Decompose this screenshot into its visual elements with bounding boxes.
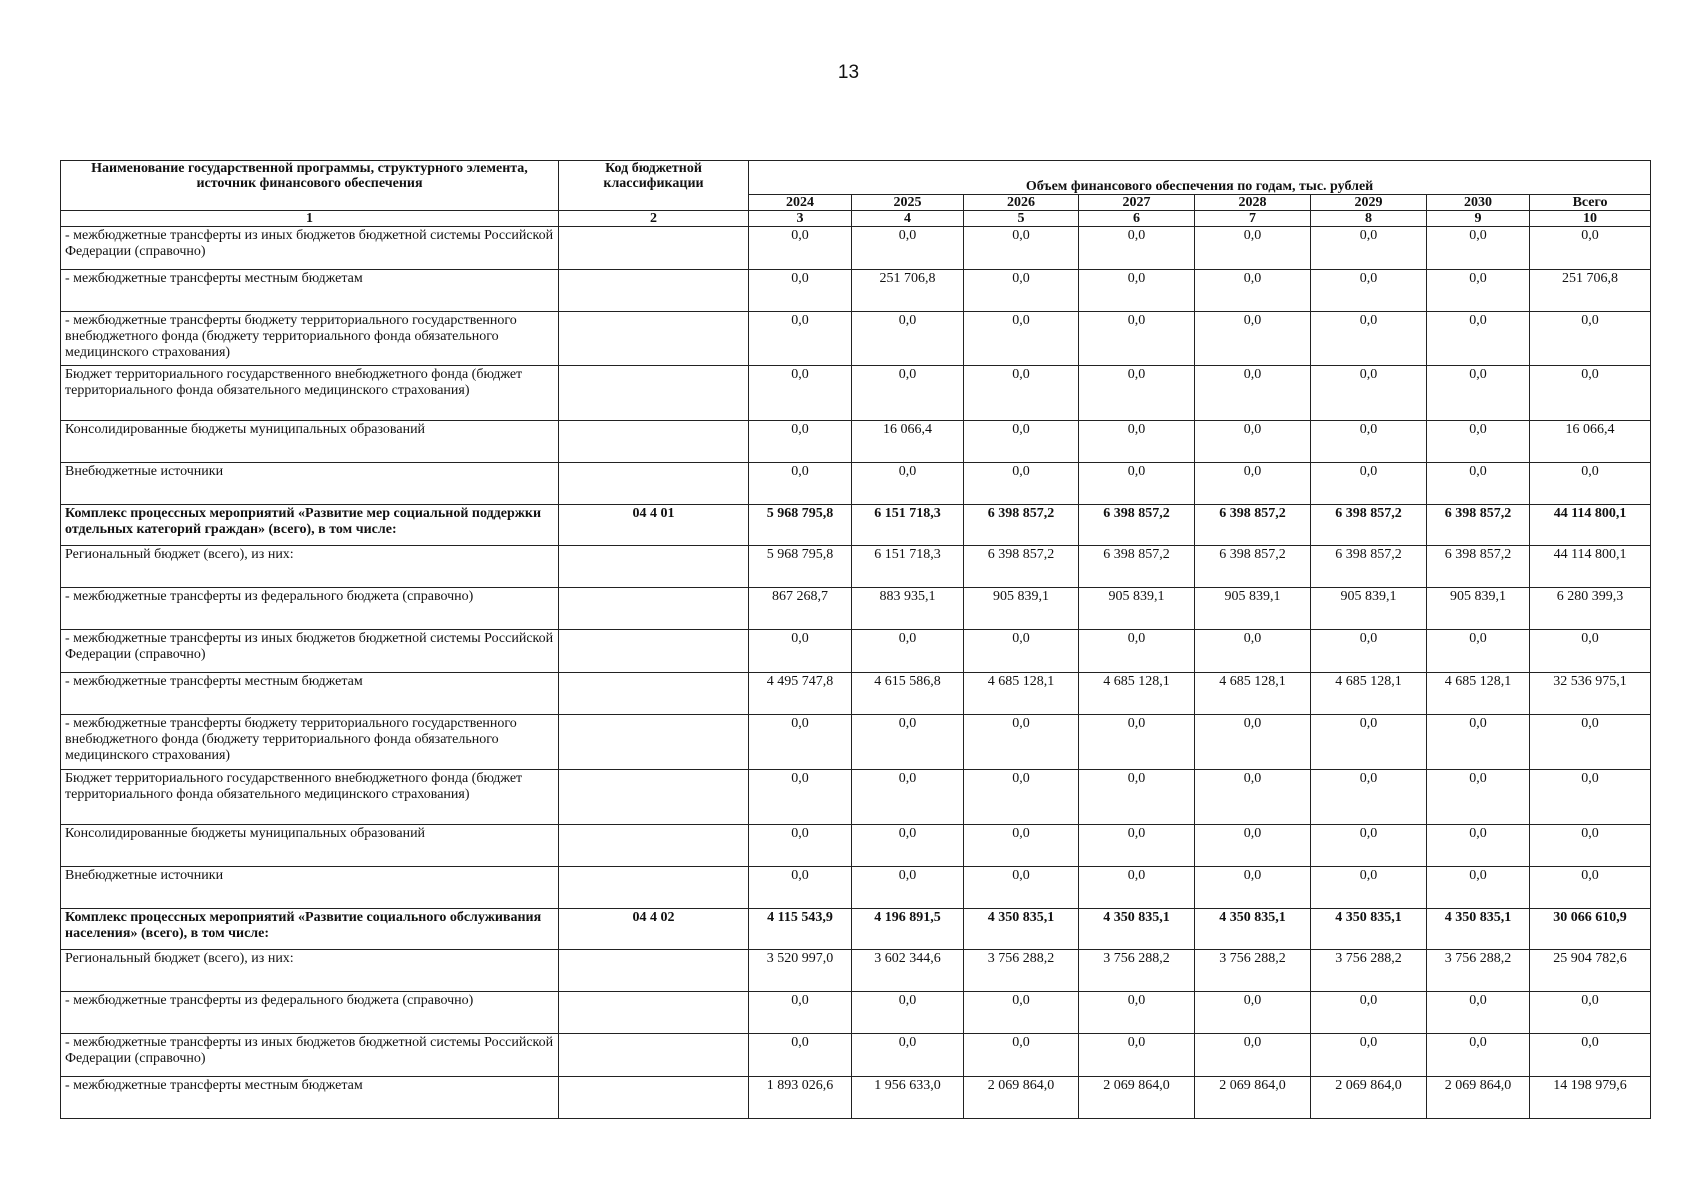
row-year-value: 0,0 xyxy=(1079,825,1195,867)
row-year-value: 0,0 xyxy=(749,715,852,770)
row-year-value: 3 756 288,2 xyxy=(1311,950,1427,992)
row-year-value: 0,0 xyxy=(852,825,964,867)
row-year-value: 0,0 xyxy=(1427,463,1530,505)
row-year-value: 0,0 xyxy=(1195,867,1311,909)
row-name: - межбюджетные трансферты из федерального бюджета (справочно) xyxy=(61,992,559,1034)
column-number: 6 xyxy=(1079,211,1195,227)
row-year-value: 0,0 xyxy=(1311,630,1427,673)
row-year-value: 0,0 xyxy=(1195,312,1311,366)
row-year-value: 0,0 xyxy=(964,1034,1079,1077)
row-name: - межбюджетные трансферты из иных бюджетов бюджетной системы Российской Федерации (справочно) xyxy=(61,227,559,270)
row-year-value: 6 398 857,2 xyxy=(1427,546,1530,588)
row-year-value: 0,0 xyxy=(1311,312,1427,366)
row-code xyxy=(559,421,749,463)
row-year-value: 2 069 864,0 xyxy=(1079,1077,1195,1119)
row-code xyxy=(559,715,749,770)
header-year: 2029 xyxy=(1311,195,1427,211)
table-body xyxy=(61,227,1651,1119)
row-year-value: 905 839,1 xyxy=(1195,588,1311,630)
financing-table xyxy=(60,160,1651,1119)
row-year-value: 6 151 718,3 xyxy=(852,505,964,546)
row-code xyxy=(559,1077,749,1119)
row-year-value: 0,0 xyxy=(1195,421,1311,463)
row-year-value: 3 602 344,6 xyxy=(852,950,964,992)
row-year-value: 4 350 835,1 xyxy=(1079,909,1195,950)
row-year-value: 4 685 128,1 xyxy=(1195,673,1311,715)
row-year-value: 0,0 xyxy=(1079,867,1195,909)
row-year-value: 3 520 997,0 xyxy=(749,950,852,992)
header-total: Всего xyxy=(1530,195,1651,211)
row-year-value: 0,0 xyxy=(749,992,852,1034)
row-total-value: 44 114 800,1 xyxy=(1530,546,1651,588)
row-year-value: 0,0 xyxy=(749,770,852,825)
row-name: - межбюджетные трансферты местным бюджетам xyxy=(61,270,559,312)
row-year-value: 0,0 xyxy=(852,715,964,770)
row-year-value: 6 398 857,2 xyxy=(1079,505,1195,546)
row-year-value: 1 956 633,0 xyxy=(852,1077,964,1119)
table-row xyxy=(61,630,1651,673)
row-name: Региональный бюджет (всего), из них: xyxy=(61,950,559,992)
row-total-value: 16 066,4 xyxy=(1530,421,1651,463)
column-number: 4 xyxy=(852,211,964,227)
row-year-value: 4 495 747,8 xyxy=(749,673,852,715)
row-year-value: 0,0 xyxy=(852,1034,964,1077)
row-year-value: 0,0 xyxy=(1427,992,1530,1034)
row-year-value: 3 756 288,2 xyxy=(1427,950,1530,992)
row-year-value: 1 893 026,6 xyxy=(749,1077,852,1119)
row-name: Комплекс процессных мероприятий «Развитие мер социальной поддержки отдельных категорий граждан» (всего), в том числе: xyxy=(61,505,559,546)
row-year-value: 0,0 xyxy=(852,770,964,825)
row-year-value: 0,0 xyxy=(1195,270,1311,312)
row-name: - межбюджетные трансферты из федерального бюджета (справочно) xyxy=(61,588,559,630)
row-year-value: 0,0 xyxy=(964,715,1079,770)
row-year-value: 0,0 xyxy=(1311,825,1427,867)
row-year-value: 905 839,1 xyxy=(1427,588,1530,630)
column-number: 9 xyxy=(1427,211,1530,227)
row-name: Региональный бюджет (всего), из них: xyxy=(61,546,559,588)
row-year-value: 905 839,1 xyxy=(1079,588,1195,630)
row-year-value: 0,0 xyxy=(749,366,852,421)
row-year-value: 0,0 xyxy=(1427,630,1530,673)
row-year-value: 0,0 xyxy=(964,825,1079,867)
row-name: - межбюджетные трансферты местным бюджетам xyxy=(61,1077,559,1119)
table-row xyxy=(61,950,1651,992)
row-year-value: 4 685 128,1 xyxy=(964,673,1079,715)
column-number: 3 xyxy=(749,211,852,227)
row-year-value: 0,0 xyxy=(749,270,852,312)
page-number: 13 xyxy=(837,62,860,83)
table-row xyxy=(61,546,1651,588)
row-name: Внебюджетные источники xyxy=(61,463,559,505)
row-year-value: 0,0 xyxy=(1427,270,1530,312)
row-year-value: 0,0 xyxy=(1311,1034,1427,1077)
row-year-value: 0,0 xyxy=(1311,715,1427,770)
table-row xyxy=(61,588,1651,630)
row-year-value: 16 066,4 xyxy=(852,421,964,463)
header-year: 2025 xyxy=(852,195,964,211)
row-code xyxy=(559,630,749,673)
row-year-value: 4 685 128,1 xyxy=(1079,673,1195,715)
row-code xyxy=(559,270,749,312)
row-year-value: 0,0 xyxy=(1427,825,1530,867)
row-year-value: 0,0 xyxy=(852,366,964,421)
row-year-value: 4 615 586,8 xyxy=(852,673,964,715)
row-year-value: 0,0 xyxy=(1311,867,1427,909)
row-year-value: 0,0 xyxy=(1195,1034,1311,1077)
row-year-value: 6 398 857,2 xyxy=(1079,546,1195,588)
row-year-value: 0,0 xyxy=(1079,312,1195,366)
row-code xyxy=(559,312,749,366)
row-year-value: 4 115 543,9 xyxy=(749,909,852,950)
column-number: 7 xyxy=(1195,211,1311,227)
row-year-value: 905 839,1 xyxy=(964,588,1079,630)
row-year-value: 0,0 xyxy=(1079,366,1195,421)
row-year-value: 0,0 xyxy=(964,463,1079,505)
row-code xyxy=(559,825,749,867)
row-total-value: 0,0 xyxy=(1530,770,1651,825)
table-row xyxy=(61,463,1651,505)
row-year-value: 2 069 864,0 xyxy=(1427,1077,1530,1119)
row-code xyxy=(559,770,749,825)
row-year-value: 0,0 xyxy=(964,421,1079,463)
row-year-value: 0,0 xyxy=(852,992,964,1034)
row-code xyxy=(559,463,749,505)
row-name: Бюджет территориального государственного внебюджетного фонда (бюджет территориального фонда обязательного медицинского страхования) xyxy=(61,770,559,825)
row-year-value: 0,0 xyxy=(1427,312,1530,366)
row-name: - межбюджетные трансферты бюджету территориального государственного внебюджетного фонда (бюджету территориального фонда обязательного медицинского страхования) xyxy=(61,312,559,366)
row-year-value: 0,0 xyxy=(749,463,852,505)
row-year-value: 0,0 xyxy=(749,630,852,673)
row-year-value: 3 756 288,2 xyxy=(1079,950,1195,992)
row-total-value: 0,0 xyxy=(1530,366,1651,421)
row-total-value: 0,0 xyxy=(1530,630,1651,673)
row-year-value: 5 968 795,8 xyxy=(749,505,852,546)
row-code xyxy=(559,1034,749,1077)
row-year-value: 0,0 xyxy=(749,1034,852,1077)
row-name: Комплекс процессных мероприятий «Развитие социального обслуживания населения» (всего), в том числе: xyxy=(61,909,559,950)
header-year: 2027 xyxy=(1079,195,1195,211)
row-year-value: 6 398 857,2 xyxy=(964,546,1079,588)
row-year-value: 0,0 xyxy=(1079,770,1195,825)
row-total-value: 14 198 979,6 xyxy=(1530,1077,1651,1119)
header-year: 2024 xyxy=(749,195,852,211)
row-year-value: 0,0 xyxy=(1311,227,1427,270)
row-year-value: 0,0 xyxy=(1079,1034,1195,1077)
row-year-value: 0,0 xyxy=(852,312,964,366)
row-year-value: 0,0 xyxy=(1427,421,1530,463)
row-year-value: 0,0 xyxy=(1079,715,1195,770)
row-year-value: 0,0 xyxy=(1311,463,1427,505)
row-year-value: 0,0 xyxy=(749,421,852,463)
row-year-value: 0,0 xyxy=(749,227,852,270)
table-row xyxy=(61,1077,1651,1119)
row-year-value: 0,0 xyxy=(1311,992,1427,1034)
table-row xyxy=(61,227,1651,270)
row-year-value: 0,0 xyxy=(749,867,852,909)
row-year-value: 2 069 864,0 xyxy=(1311,1077,1427,1119)
row-year-value: 0,0 xyxy=(1079,463,1195,505)
row-code xyxy=(559,673,749,715)
row-year-value: 0,0 xyxy=(1079,421,1195,463)
row-year-value: 0,0 xyxy=(964,227,1079,270)
table-row xyxy=(61,909,1651,950)
row-year-value: 0,0 xyxy=(1311,421,1427,463)
row-code xyxy=(559,992,749,1034)
row-year-value: 0,0 xyxy=(1427,770,1530,825)
row-year-value: 4 350 835,1 xyxy=(1195,909,1311,950)
table-row xyxy=(61,992,1651,1034)
row-code xyxy=(559,366,749,421)
row-total-value: 0,0 xyxy=(1530,312,1651,366)
row-name: Внебюджетные источники xyxy=(61,867,559,909)
row-year-value: 0,0 xyxy=(1195,770,1311,825)
table-row xyxy=(61,673,1651,715)
table-row xyxy=(61,770,1651,825)
row-year-value: 0,0 xyxy=(1195,825,1311,867)
row-total-value: 0,0 xyxy=(1530,463,1651,505)
row-year-value: 0,0 xyxy=(1079,270,1195,312)
row-total-value: 25 904 782,6 xyxy=(1530,950,1651,992)
row-year-value: 0,0 xyxy=(1079,227,1195,270)
row-name: - межбюджетные трансферты местным бюджетам xyxy=(61,673,559,715)
table-row xyxy=(61,1034,1651,1077)
row-year-value: 0,0 xyxy=(1079,992,1195,1034)
row-year-value: 0,0 xyxy=(1427,366,1530,421)
row-total-value: 30 066 610,9 xyxy=(1530,909,1651,950)
header-year: 2028 xyxy=(1195,195,1311,211)
row-year-value: 0,0 xyxy=(1195,366,1311,421)
column-number: 8 xyxy=(1311,211,1427,227)
row-code xyxy=(559,950,749,992)
row-year-value: 0,0 xyxy=(964,366,1079,421)
row-year-value: 4 685 128,1 xyxy=(1427,673,1530,715)
row-name: Бюджет территориального государственного внебюджетного фонда (бюджет территориального фонда обязательного медицинского страхования) xyxy=(61,366,559,421)
row-total-value: 0,0 xyxy=(1530,867,1651,909)
row-name: - межбюджетные трансферты из иных бюджетов бюджетной системы Российской Федерации (справочно) xyxy=(61,1034,559,1077)
row-total-value: 0,0 xyxy=(1530,825,1651,867)
row-code xyxy=(559,227,749,270)
table-row xyxy=(61,825,1651,867)
row-year-value: 6 398 857,2 xyxy=(1195,505,1311,546)
row-year-value: 0,0 xyxy=(1311,366,1427,421)
row-year-value: 0,0 xyxy=(852,867,964,909)
row-year-value: 2 069 864,0 xyxy=(964,1077,1079,1119)
row-year-value: 3 756 288,2 xyxy=(1195,950,1311,992)
row-total-value: 0,0 xyxy=(1530,992,1651,1034)
row-total-value: 44 114 800,1 xyxy=(1530,505,1651,546)
row-name: Консолидированные бюджеты муниципальных образований xyxy=(61,421,559,463)
row-year-value: 6 151 718,3 xyxy=(852,546,964,588)
row-code: 04 4 02 xyxy=(559,909,749,950)
column-number: 1 xyxy=(61,211,559,227)
row-total-value: 32 536 975,1 xyxy=(1530,673,1651,715)
row-total-value: 0,0 xyxy=(1530,227,1651,270)
row-year-value: 4 685 128,1 xyxy=(1311,673,1427,715)
row-year-value: 0,0 xyxy=(1195,715,1311,770)
row-year-value: 0,0 xyxy=(964,270,1079,312)
row-year-value: 0,0 xyxy=(1079,630,1195,673)
row-year-value: 6 398 857,2 xyxy=(1311,546,1427,588)
row-year-value: 0,0 xyxy=(1311,270,1427,312)
row-year-value: 0,0 xyxy=(1427,715,1530,770)
table-row xyxy=(61,715,1651,770)
row-year-value: 4 350 835,1 xyxy=(1427,909,1530,950)
table-row xyxy=(61,366,1651,421)
row-year-value: 905 839,1 xyxy=(1311,588,1427,630)
row-year-value: 0,0 xyxy=(852,463,964,505)
row-year-value: 0,0 xyxy=(1195,630,1311,673)
row-year-value: 0,0 xyxy=(964,992,1079,1034)
row-year-value: 0,0 xyxy=(749,825,852,867)
row-year-value: 0,0 xyxy=(964,312,1079,366)
table-row xyxy=(61,505,1651,546)
row-year-value: 0,0 xyxy=(1195,227,1311,270)
row-total-value: 251 706,8 xyxy=(1530,270,1651,312)
row-year-value: 0,0 xyxy=(852,630,964,673)
table-row xyxy=(61,312,1651,366)
table-row xyxy=(61,270,1651,312)
row-name: - межбюджетные трансферты из иных бюджетов бюджетной системы Российской Федерации (справочно) xyxy=(61,630,559,673)
row-year-value: 5 968 795,8 xyxy=(749,546,852,588)
row-year-value: 6 398 857,2 xyxy=(1427,505,1530,546)
row-code xyxy=(559,588,749,630)
row-year-value: 3 756 288,2 xyxy=(964,950,1079,992)
row-code xyxy=(559,867,749,909)
header-name: Наименование государственной программы, структурного элемента, источник финансового обеспечения xyxy=(61,161,559,211)
row-year-value: 6 398 857,2 xyxy=(1195,546,1311,588)
row-year-value: 4 196 891,5 xyxy=(852,909,964,950)
row-year-value: 6 398 857,2 xyxy=(964,505,1079,546)
row-year-value: 867 268,7 xyxy=(749,588,852,630)
row-year-value: 4 350 835,1 xyxy=(1311,909,1427,950)
row-code: 04 4 01 xyxy=(559,505,749,546)
header-year: 2026 xyxy=(964,195,1079,211)
row-year-value: 0,0 xyxy=(1195,463,1311,505)
row-year-value: 2 069 864,0 xyxy=(1195,1077,1311,1119)
row-year-value: 0,0 xyxy=(964,867,1079,909)
header-code: Код бюджетной классификации xyxy=(559,161,749,211)
header-volume: Объем финансового обеспечения по годам, тыс. рублей xyxy=(749,161,1651,195)
row-total-value: 0,0 xyxy=(1530,1034,1651,1077)
row-year-value: 0,0 xyxy=(1427,227,1530,270)
row-year-value: 883 935,1 xyxy=(852,588,964,630)
row-total-value: 0,0 xyxy=(1530,715,1651,770)
column-number: 2 xyxy=(559,211,749,227)
row-year-value: 4 350 835,1 xyxy=(964,909,1079,950)
header-year: 2030 xyxy=(1427,195,1530,211)
row-name: - межбюджетные трансферты бюджету территориального государственного внебюджетного фонда (бюджету территориального фонда обязательного медицинского страхования) xyxy=(61,715,559,770)
row-name: Консолидированные бюджеты муниципальных образований xyxy=(61,825,559,867)
column-number: 10 xyxy=(1530,211,1651,227)
table-header xyxy=(61,161,1651,227)
row-total-value: 6 280 399,3 xyxy=(1530,588,1651,630)
row-year-value: 0,0 xyxy=(1311,770,1427,825)
row-year-value: 0,0 xyxy=(852,227,964,270)
row-year-value: 0,0 xyxy=(1427,1034,1530,1077)
table-row xyxy=(61,421,1651,463)
row-year-value: 0,0 xyxy=(1427,867,1530,909)
table-row xyxy=(61,867,1651,909)
row-code xyxy=(559,546,749,588)
row-year-value: 0,0 xyxy=(1195,992,1311,1034)
row-year-value: 0,0 xyxy=(964,630,1079,673)
row-year-value: 0,0 xyxy=(964,770,1079,825)
column-number: 5 xyxy=(964,211,1079,227)
row-year-value: 251 706,8 xyxy=(852,270,964,312)
row-year-value: 0,0 xyxy=(749,312,852,366)
row-year-value: 6 398 857,2 xyxy=(1311,505,1427,546)
